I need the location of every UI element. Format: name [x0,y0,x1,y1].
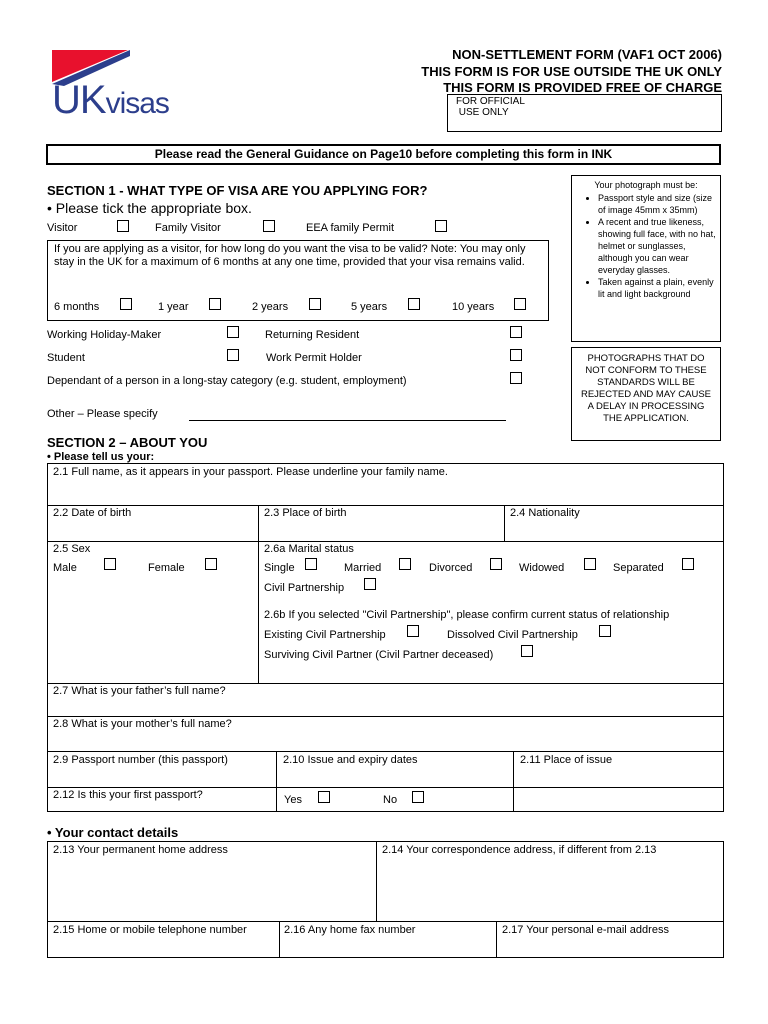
contact-table [47,841,724,958]
dissolved-cp-label: Dissolved Civil Partnership [447,629,578,641]
photo-intro: Your photograph must be: [594,180,698,190]
field-2-12-label: 2.12 Is this your first passport? [53,789,203,801]
field-2-4-label: 2.4 Nationality [510,507,580,519]
photo-req-2: • A recent and true likeness, showing full face, with no hat, helmet or sunglasses, although you can wear everyday glasses. [598,216,716,276]
field-2-16-label: 2.16 Any home fax number [284,924,416,936]
guidance-banner [46,144,721,165]
visitor-checkbox[interactable] [117,220,129,232]
separated-checkbox[interactable] [682,558,694,570]
section2-instruction: • Please tell us your: [47,451,155,463]
photo-req-3: • Taken against a plain, evenly lit and light background [598,276,716,300]
dependant-label: Dependant of a person in a long-stay category (e.g. student, employment) [47,375,407,387]
returning-resident-label: Returning Resident [265,329,360,341]
duration-6-months-checkbox[interactable] [120,298,132,310]
field-2-1-input[interactable] [48,480,723,504]
visitor-note: If you are applying as a visitor, for how long do you want the visa to be valid? Note: You may only stay in the UK for a maximum of 6 months at any one time, provided that your visa remains valid. [54,243,526,268]
eea-permit-label: EEA family Permit [306,222,395,234]
civil-partnership-checkbox[interactable] [364,578,376,590]
divorced-checkbox[interactable] [490,558,502,570]
field-2-3-label: 2.3 Place of birth [264,507,347,519]
duration-1-year-label: 1 year [158,301,189,313]
duration-1-year-checkbox[interactable] [209,298,221,310]
male-checkbox[interactable] [104,558,116,570]
duration-2-years-checkbox[interactable] [309,298,321,310]
photo-req-1: • Passport style and size (size of image 45mm x 35mm) [598,192,716,216]
field-2-9-label: 2.9 Passport number (this passport) [53,754,228,766]
yes-checkbox[interactable] [318,791,330,803]
widowed-label: Widowed [519,562,565,574]
working-holiday-label: Working Holiday-Maker [47,329,162,341]
eea-permit-checkbox[interactable] [435,220,447,232]
female-label: Female [148,562,185,574]
photo-warning: PHOTOGRAPHS THAT DO NOT CONFORM TO THESE STANDARDS WILL BE REJECTED AND MAY CAUSE A DELAY IN PROCESSING THE APPLICATION. [580,353,712,424]
field-2-2-label: 2.2 Date of birth [53,507,132,519]
working-holiday-checkbox[interactable] [227,326,239,338]
single-checkbox[interactable] [305,558,317,570]
single-label: Single [264,562,295,574]
field-2-11-label: 2.11 Place of issue [520,754,613,766]
form-title: NON-SETTLEMENT FORM (VAF1 OCT 2006) [452,47,722,62]
family-visitor-label: Family Visitor [155,222,221,234]
photo-requirements-box [571,175,721,342]
duration-6-months-label: 6 months [54,301,100,313]
duration-10-years-checkbox[interactable] [514,298,526,310]
surviving-cp-checkbox[interactable] [521,645,533,657]
photo-warning-box [571,347,721,441]
field-2-15-label: 2.15 Home or mobile telephone number [53,924,247,936]
field-2-10-label: 2.10 Issue and expiry dates [283,754,418,766]
form-free: THIS FORM IS PROVIDED FREE OF CHARGE [443,80,722,95]
divorced-label: Divorced [429,562,473,574]
no-checkbox[interactable] [412,791,424,803]
returning-resident-checkbox[interactable] [510,326,522,338]
logo-uk: UK [52,78,106,122]
field-2-17-label: 2.17 Your personal e-mail address [502,924,669,936]
male-label: Male [53,562,77,574]
existing-cp-checkbox[interactable] [407,625,419,637]
surviving-cp-label: Surviving Civil Partner (Civil Partner deceased) [264,649,494,661]
duration-5-years-label: 5 years [351,301,388,313]
other-label: Other – Please specify [47,408,158,420]
section1-instruction: • Please tick the appropriate box. [47,200,252,216]
visitor-label: Visitor [47,222,78,234]
official-use-box [447,94,722,132]
form-subtitle: THIS FORM IS FOR USE OUTSIDE THE UK ONLY [421,64,722,79]
logo-visas: visas [105,87,169,120]
family-visitor-checkbox[interactable] [263,220,275,232]
work-permit-checkbox[interactable] [510,349,522,361]
separated-label: Separated [613,562,664,574]
field-2-8-label: 2.8 What is your mother’s full name? [53,718,232,730]
field-2-5-label: 2.5 Sex [53,543,91,555]
female-checkbox[interactable] [205,558,217,570]
section2-title: SECTION 2 – ABOUT YOU [47,435,208,450]
guidance-text: Please read the General Guidance on Page10 before completing this form in INK [154,147,613,161]
existing-cp-label: Existing Civil Partnership [264,629,386,641]
field-2-6b-label: 2.6b If you selected "Civil Partnership", please confirm current status of relationship [264,609,670,621]
field-2-14-label: 2.14 Your correspondence address, if different from 2.13 [382,844,657,856]
duration-10-years-label: 10 years [452,301,495,313]
ukvisas-logo [50,50,200,125]
other-specify-line[interactable] [189,420,506,421]
married-checkbox[interactable] [399,558,411,570]
student-label: Student [47,352,85,364]
yes-label: Yes [284,794,302,806]
work-permit-label: Work Permit Holder [266,352,362,364]
duration-2-years-label: 2 years [252,301,289,313]
civil-partnership-label: Civil Partnership [264,582,345,594]
official-use-label: FOR OFFICIAL USE ONLY [456,96,525,118]
widowed-checkbox[interactable] [584,558,596,570]
no-label: No [383,794,398,806]
dissolved-cp-checkbox[interactable] [599,625,611,637]
field-2-1-label: 2.1 Full name, as it appears in your passport. Please underline your family name. [53,466,448,478]
student-checkbox[interactable] [227,349,239,361]
dependant-checkbox[interactable] [510,372,522,384]
married-label: Married [344,562,382,574]
field-2-13-label: 2.13 Your permanent home address [53,844,228,856]
section1-title: SECTION 1 - WHAT TYPE OF VISA ARE YOU APPLYING FOR? [47,183,428,198]
field-2-7-label: 2.7 What is your father’s full name? [53,685,226,697]
contact-title: • Your contact details [47,825,179,840]
duration-5-years-checkbox[interactable] [408,298,420,310]
field-2-6a-label: 2.6a Marital status [264,543,354,555]
